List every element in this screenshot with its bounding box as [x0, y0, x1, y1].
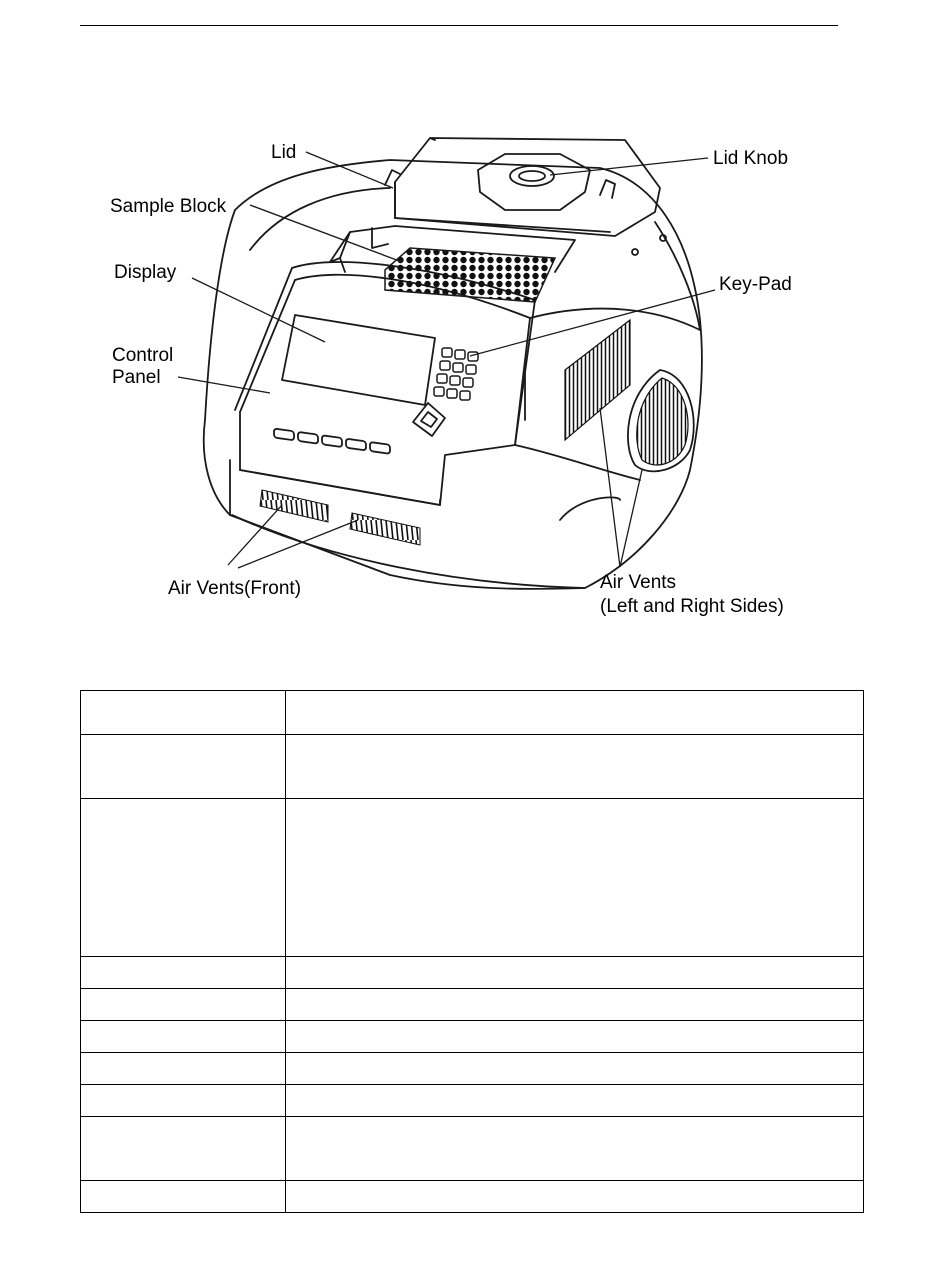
table-cell-name [81, 1021, 286, 1053]
callout-air-vents-front: Air Vents(Front) [168, 578, 302, 599]
component-table-body [81, 691, 864, 1213]
table-cell-name [81, 799, 286, 957]
table-cell-description [286, 989, 864, 1021]
table-row [81, 1021, 864, 1053]
callout-display: Display [114, 262, 177, 283]
table-row [81, 957, 864, 989]
leader-air-vents-side-a [600, 408, 620, 567]
table-cell-name [81, 1085, 286, 1117]
soft-keys [274, 429, 390, 454]
air-vents-front-right [350, 513, 420, 545]
arrow-pad [413, 403, 445, 436]
display [282, 315, 435, 405]
table-cell-description [286, 691, 864, 735]
table-row [81, 735, 864, 799]
air-vents-side [565, 320, 630, 440]
callout-sample-block: Sample Block [110, 196, 227, 217]
table-cell-description [286, 1053, 864, 1085]
leader-air-vents-side-b [620, 470, 642, 567]
leader-air-vents-front-a [228, 505, 282, 565]
component-table [80, 690, 864, 1213]
table-row [81, 1117, 864, 1181]
sample-block-wells [385, 248, 555, 302]
callout-lid-knob: Lid Knob [713, 148, 789, 169]
table-cell-description [286, 1181, 864, 1213]
callout-key-pad: Key-Pad [719, 274, 792, 295]
lid-knob [478, 154, 590, 210]
table-row [81, 799, 864, 957]
table-cell-name [81, 1053, 286, 1085]
callout-air-vents-sides-line1: Air Vents [600, 572, 677, 593]
callout-lid: Lid [271, 142, 297, 163]
table-cell-description [286, 735, 864, 799]
callout-control-panel-line2: Panel [112, 367, 161, 388]
table-cell-name [81, 1117, 286, 1181]
table-row [81, 1181, 864, 1213]
callout-control-panel-line1: Control [112, 345, 174, 366]
table-cell-name [81, 957, 286, 989]
leader-air-vents-front-b [238, 520, 358, 568]
table-row [81, 989, 864, 1021]
table-cell-description [286, 799, 864, 957]
callout-air-vents-sides-line2: (Left and Right Sides) [600, 596, 784, 617]
table-cell-description [286, 1117, 864, 1181]
table-cell-description [286, 1021, 864, 1053]
leader-control-panel [178, 377, 270, 393]
leader-sample-block [250, 205, 402, 262]
table-cell-name [81, 1181, 286, 1213]
table-row [81, 1085, 864, 1117]
table-row [81, 691, 864, 735]
table-cell-name [81, 691, 286, 735]
table-cell-name [81, 989, 286, 1021]
table-row [81, 1053, 864, 1085]
control-panel [240, 280, 530, 505]
table-cell-description [286, 957, 864, 989]
table-cell-description [286, 1085, 864, 1117]
table-cell-name [81, 735, 286, 799]
